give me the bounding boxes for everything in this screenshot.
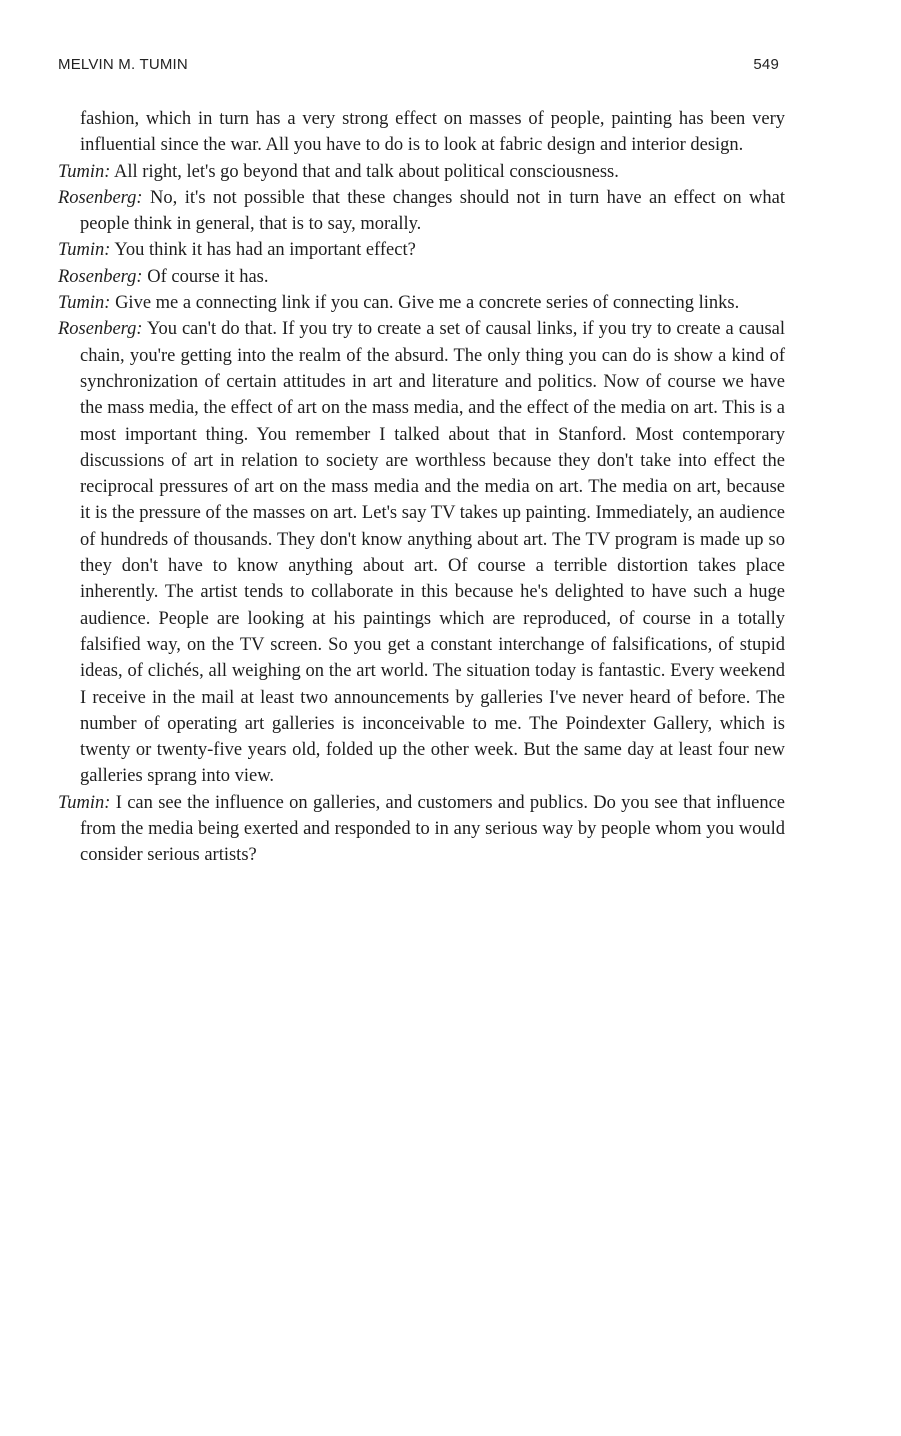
transcript-paragraph xyxy=(58,159,785,185)
speaker-label: Tumin: xyxy=(58,792,111,813)
interview-transcript xyxy=(58,106,785,869)
speaker-label: Tumin: xyxy=(58,240,111,261)
transcript-paragraph xyxy=(58,106,785,159)
page-number: 549 xyxy=(753,56,779,73)
paragraph-text: No, it's not possible that these changes should not in turn have an effect on what people think in general, that is to say, morally. xyxy=(80,187,785,235)
speaker-label: Rosenberg: xyxy=(58,187,143,208)
paragraph-text: fashion, which in turn has a very strong effect on masses of people, painting has been very influential since the war. All you have to do is to look at fabric design and interior design. xyxy=(80,109,785,156)
transcript-paragraph xyxy=(58,237,785,263)
speaker-label: Rosenberg: xyxy=(58,319,143,340)
paragraph-text: All right, let's go beyond that and talk about political consciousness. xyxy=(114,161,619,182)
transcript-paragraph xyxy=(58,316,785,789)
paragraph-text: You can't do that. If you try to create a set of causal links, if you try to create a causal chain, you're getting into the realm of the absurd. The only thing you can do is show a kind of synchronization of certain attitudes in art and literature and politics. Now of course we have the mass media, the effect of art on the mass media, and the effect of the media on art. This is a most important thing. You remember I talked about that in Stanford. Most contemporary discussions of art in relation to society are worthless because they don't take into effect the reciprocal pressures of art on the mass media and the media on art. The media on art, because it is the pressure of the masses on art. Let's say TV takes up painting. Immediately, an audience of hundreds of thousands. They don't know anything about art. The TV program is made up so they don't have to know anything about art. Of course a terrible distortion takes place inherently. The artist tends to collaborate in this because he's delighted to have such a huge audience. People are looking at his paintings which are reproduced, of course in a totally falsified way, on the TV screen. So you get a constant interchange of falsifications, of stupid ideas, of clichés, all weighing on the art world. The situation today is fantastic. Every weekend I receive in the mail at least two announcements by galleries I've never heard of before. The number of operating art galleries is inconceivable to me. The Poindexter Gallery, which is twenty or twenty-five years old, folded up the other week. But the same day at least four new galleries sprang into view. xyxy=(80,319,785,787)
paragraph-text: I can see the influence on galleries, and customers and publics. Do you see that influence from the media being exerted and responded to in any serious way by people whom you would consider serious artists? xyxy=(80,792,786,866)
running-head xyxy=(58,56,779,73)
speaker-label: Rosenberg: xyxy=(58,266,143,287)
transcript-paragraph xyxy=(58,290,785,316)
transcript-paragraph xyxy=(58,185,785,238)
speaker-label: Tumin: xyxy=(58,293,111,314)
paragraph-text: Give me a connecting link if you can. Give me a concrete series of connecting links. xyxy=(115,293,740,314)
transcript-paragraph xyxy=(58,790,785,869)
speaker-label: Tumin: xyxy=(58,161,111,182)
paragraph-text: You think it has had an important effect? xyxy=(114,240,416,261)
running-head-author: MELVIN M. TUMIN xyxy=(58,56,188,73)
transcript-paragraph xyxy=(58,264,785,290)
paragraph-text: Of course it has. xyxy=(147,266,269,287)
